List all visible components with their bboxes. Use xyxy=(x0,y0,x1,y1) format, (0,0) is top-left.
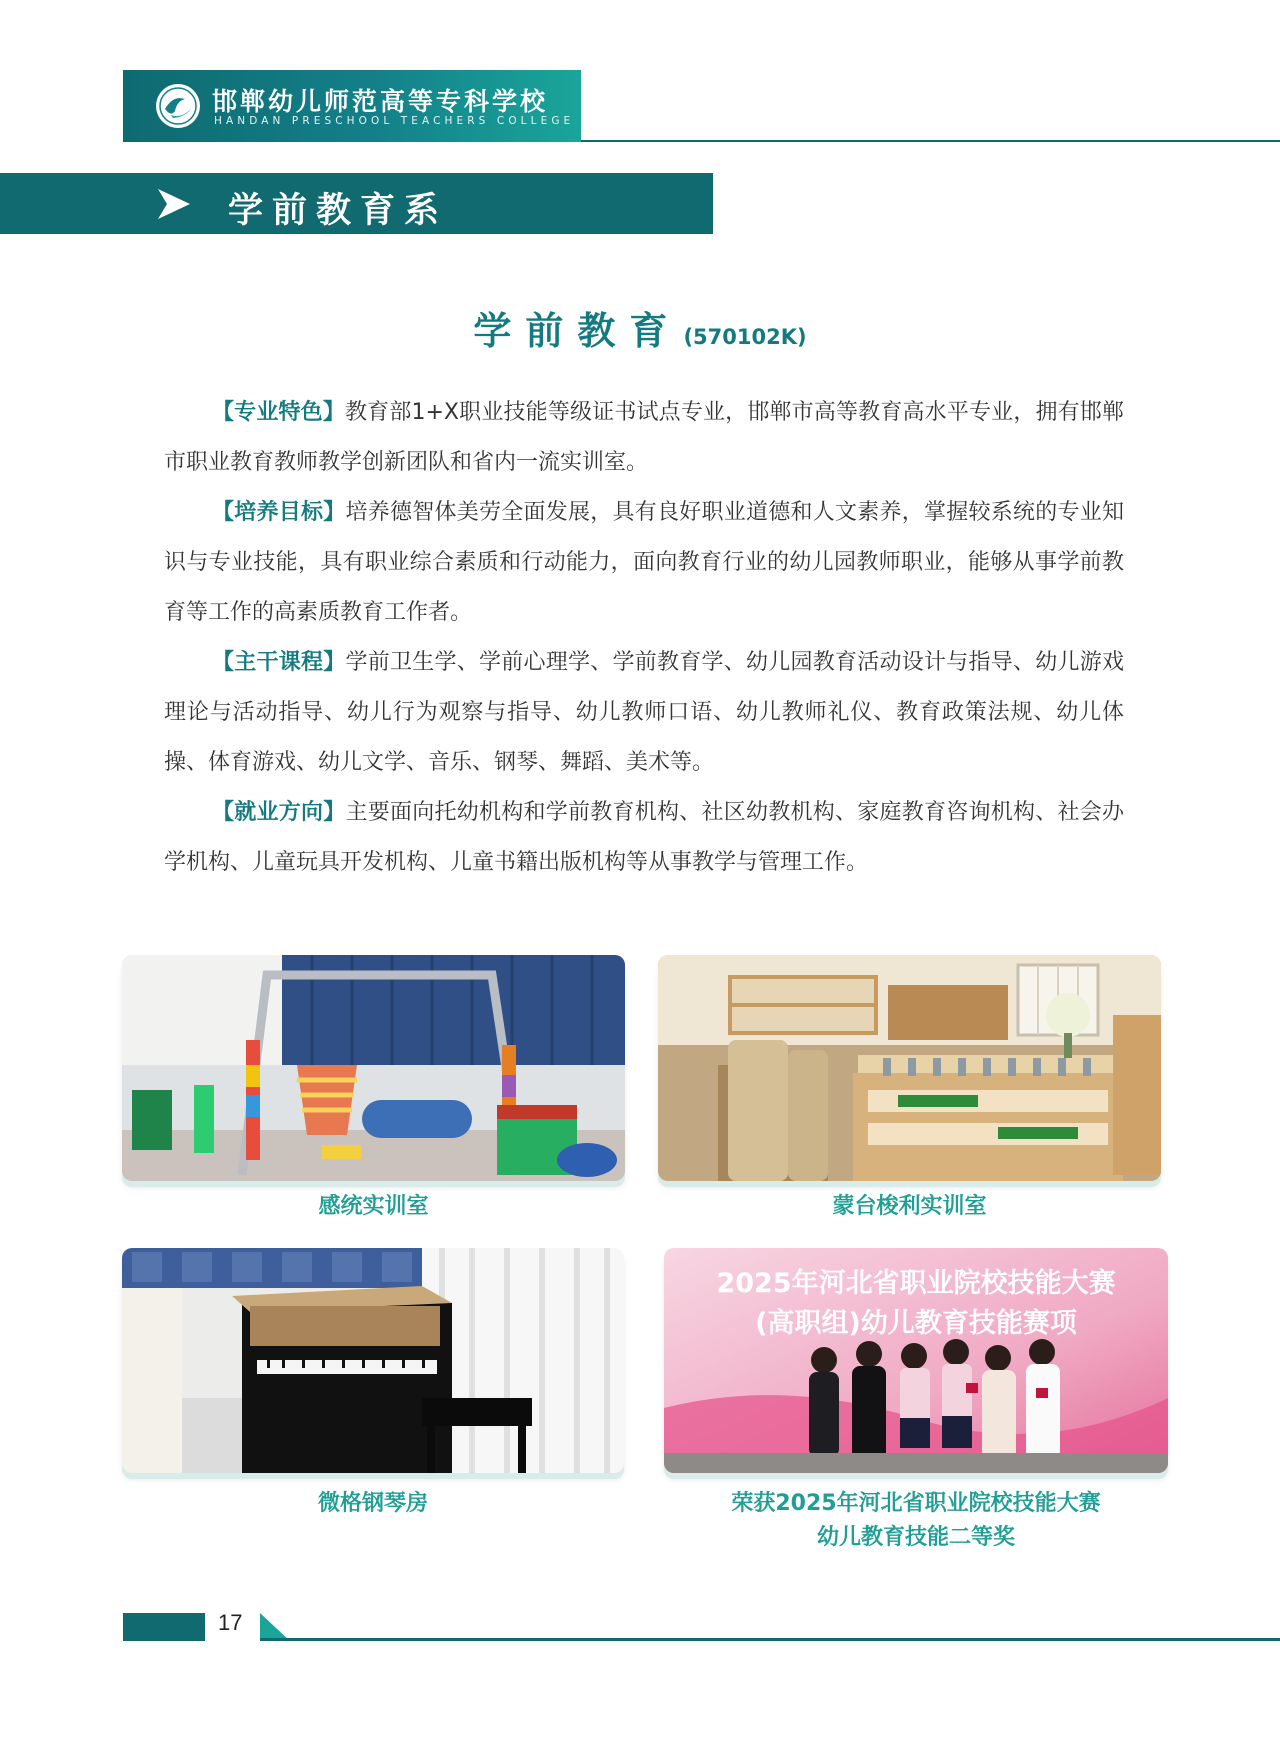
photo-caption xyxy=(664,1487,1168,1555)
sensory-room-image xyxy=(122,955,625,1181)
paragraph-tag: 【专业特色】 xyxy=(212,400,345,425)
paragraph-courses xyxy=(164,638,1124,788)
paragraph-text: 学前卫生学、学前心理学、学前教育学、幼儿园教育活动设计与指导、幼儿游戏理论与活动指导、幼儿行为观察与指导、幼儿教师口语、幼儿教师礼仪、教育政策法规、幼儿体操、体育游戏、幼儿文学、音乐、钢琴、舞蹈、美术等。 xyxy=(164,650,1124,775)
competition-award-image xyxy=(664,1248,1168,1473)
paragraph-text: 教育部1+X职业技能等级证书试点专业，邯郸市高等教育高水平专业，拥有邯郸市职业教育教师教学创新团队和省内一流实训室。 xyxy=(164,400,1124,475)
photo-sensory-room xyxy=(122,955,625,1181)
paragraph-text: 培养德智体美劳全面发展，具有良好职业道德和人文素养，掌握较系统的专业知识与专业技能，具有职业综合素质和行动能力，面向教育行业的幼儿园教师职业，能够从事学前教育等工作的高素质教育工作者。 xyxy=(164,500,1124,625)
school-seal-icon xyxy=(155,83,201,129)
major-code: (570102K) xyxy=(683,325,807,349)
paragraph-tag: 【主干课程】 xyxy=(212,650,346,675)
paragraph-careers xyxy=(164,788,1124,888)
play-arrow-icon xyxy=(156,187,192,221)
paragraph-features xyxy=(164,388,1124,488)
major-title xyxy=(0,300,1280,355)
major-description xyxy=(164,388,1124,888)
section-title: 学前教育系 xyxy=(228,191,449,231)
photo-competition-award xyxy=(664,1248,1168,1473)
montessori-room-image xyxy=(658,955,1161,1181)
photo-piano-room xyxy=(122,1248,624,1473)
caption-line-2: 幼儿教育技能二等奖 xyxy=(816,1525,1015,1550)
paragraph-text: 主要面向托幼机构和学前教育机构、社区幼教机构、家庭教育咨询机构、社会办学机构、儿童玩具开发机构、儿童书籍出版机构等从事教学与管理工作。 xyxy=(164,800,1124,875)
page-number: 17 xyxy=(218,1610,243,1635)
footer-block xyxy=(123,1613,205,1641)
photo-caption: 蒙台梭利实训室 xyxy=(832,1194,987,1219)
header-divider xyxy=(581,140,1280,142)
paragraph-tag: 【培养目标】 xyxy=(212,500,346,525)
footer-line xyxy=(260,1638,1280,1641)
banner-line-2: (高职组)幼儿教育技能赛项 xyxy=(755,1308,1077,1339)
photo-caption: 微格钢琴房 xyxy=(317,1491,428,1516)
paragraph-tag: 【就业方向】 xyxy=(212,800,346,825)
caption-line-1: 荣获2025年河北省职业院校技能大赛 xyxy=(731,1491,1101,1516)
paragraph-goals xyxy=(164,488,1124,638)
photo-caption: 感统实训室 xyxy=(318,1194,429,1219)
school-name-cn: 邯郸幼儿师范高等专科学校 xyxy=(212,87,549,116)
photo-montessori-room xyxy=(658,955,1161,1181)
major-name: 学前教育 xyxy=(473,309,682,353)
footer-triangle-icon xyxy=(260,1613,290,1641)
school-name-en: HANDAN PRESCHOOL TEACHERS COLLEGE xyxy=(214,115,575,127)
banner-line-1: 2025年河北省职业院校技能大赛 xyxy=(716,1268,1116,1299)
piano-room-image xyxy=(122,1248,624,1473)
